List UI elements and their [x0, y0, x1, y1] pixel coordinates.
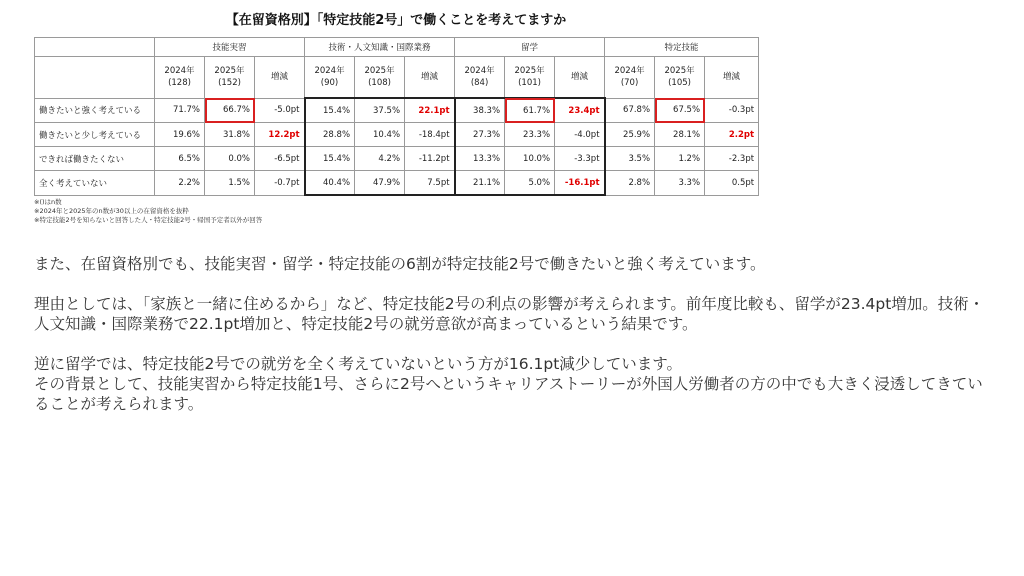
- value-cell: 4.2%: [355, 147, 405, 171]
- value-cell: 67.8%: [605, 98, 655, 123]
- commentary: [34, 254, 994, 414]
- value-cell: 10.0%: [505, 147, 555, 171]
- change-cell-highlight: 12.2pt: [255, 123, 305, 147]
- value-cell: 28.8%: [305, 123, 355, 147]
- group-header: 特定技能: [605, 38, 759, 57]
- value-cell: 5.0%: [505, 171, 555, 196]
- change-cell-highlight: -16.1pt: [555, 171, 605, 196]
- highlighted-value-cell: 66.7%: [205, 98, 255, 123]
- highlighted-value-cell: 67.5%: [655, 98, 705, 123]
- value-cell: 47.9%: [355, 171, 405, 196]
- change-header: 増減: [555, 57, 605, 99]
- row-label: 全く考えていない: [35, 171, 155, 196]
- value-cell: 0.0%: [205, 147, 255, 171]
- change-cell: 0.5pt: [705, 171, 759, 196]
- value-cell: 13.3%: [455, 147, 505, 171]
- value-cell: 37.5%: [355, 98, 405, 123]
- note-line: ※2024年と2025年のn数が30以上の在留資格を抜粋: [34, 207, 189, 215]
- value-cell: 3.5%: [605, 147, 655, 171]
- row-label: 働きたいと強く考えている: [35, 98, 155, 123]
- group-header: 技術・人文知識・国際業務: [305, 38, 455, 57]
- change-cell: -2.3pt: [705, 147, 759, 171]
- row-label: できれば働きたくない: [35, 147, 155, 171]
- change-cell: 7.5pt: [405, 171, 455, 196]
- change-cell: -11.2pt: [405, 147, 455, 171]
- change-cell: -18.4pt: [405, 123, 455, 147]
- year-header: 2024年 (84): [455, 57, 505, 99]
- table-row: [35, 171, 759, 196]
- value-cell: 21.1%: [455, 171, 505, 196]
- table-title: 【在留資格別】「特定技能2号」で働くことを考えてますか: [225, 13, 567, 28]
- paragraph: また、在留資格別でも、技能実習・留学・特定技能の6割が特定技能2号で働きたいと強く考えています。: [34, 255, 766, 273]
- change-cell: -4.0pt: [555, 123, 605, 147]
- year-header: 2024年 (90): [305, 57, 355, 99]
- value-cell: 2.2%: [155, 171, 205, 196]
- value-cell: 2.8%: [605, 171, 655, 196]
- year-header: 2025年 (108): [355, 57, 405, 99]
- highlighted-value-cell: 61.7%: [505, 98, 555, 123]
- value-cell: 15.4%: [305, 98, 355, 123]
- group-header: 技能実習: [155, 38, 305, 57]
- value-cell: 28.1%: [655, 123, 705, 147]
- table-row: [35, 98, 759, 123]
- change-cell-highlight: 23.4pt: [555, 98, 605, 123]
- value-cell: 6.5%: [155, 147, 205, 171]
- value-cell: 10.4%: [355, 123, 405, 147]
- value-cell: 19.6%: [155, 123, 205, 147]
- value-cell: 1.2%: [655, 147, 705, 171]
- change-header: 増減: [255, 57, 305, 99]
- value-cell: 25.9%: [605, 123, 655, 147]
- change-cell: -6.5pt: [255, 147, 305, 171]
- value-cell: 15.4%: [305, 147, 355, 171]
- value-cell: 38.3%: [455, 98, 505, 123]
- paragraph: その背景として、技能実習から特定技能1号、さらに2号へというキャリアストーリーが外国人労働者の方の中でも大きく浸透してきていることが考えられます。: [34, 375, 983, 413]
- change-cell-highlight: 22.1pt: [405, 98, 455, 123]
- group-header: 留学: [455, 38, 605, 57]
- value-cell: 71.7%: [155, 98, 205, 123]
- value-cell: 23.3%: [505, 123, 555, 147]
- change-header: 増減: [405, 57, 455, 99]
- survey-table: [34, 37, 759, 196]
- change-cell-highlight: 2.2pt: [705, 123, 759, 147]
- year-header-row: [35, 57, 759, 99]
- table-row: [35, 123, 759, 147]
- row-label: 働きたいと少し考えている: [35, 123, 155, 147]
- year-header: 2024年 (70): [605, 57, 655, 99]
- corner-cell: [35, 57, 155, 99]
- table-row: [35, 147, 759, 171]
- value-cell: 1.5%: [205, 171, 255, 196]
- change-cell: -3.3pt: [555, 147, 605, 171]
- year-header: 2025年 (101): [505, 57, 555, 99]
- year-header: 2025年 (105): [655, 57, 705, 99]
- group-header-row: [35, 38, 759, 57]
- change-cell: -5.0pt: [255, 98, 305, 123]
- note-line: ※()はn数: [34, 198, 62, 206]
- change-cell: -0.7pt: [255, 171, 305, 196]
- value-cell: 31.8%: [205, 123, 255, 147]
- paragraph: 理由としては、「家族と一緒に住めるから」など、特定技能2号の利点の影響が考えられます。前年度比較も、留学が23.4pt増加。技術・人文知識・国際業務で22.1pt増加と、特定技能2号の就労意欲が高まっているという結果です。: [34, 295, 985, 333]
- value-cell: 40.4%: [305, 171, 355, 196]
- year-header: 2025年 (152): [205, 57, 255, 99]
- note-line: ※特定技能2号を知らないと回答した人・特定技能2号・帰国予定者以外が回答: [34, 216, 263, 224]
- table-notes: [34, 198, 262, 225]
- corner-cell: [35, 38, 155, 57]
- value-cell: 27.3%: [455, 123, 505, 147]
- paragraph: 逆に留学では、特定技能2号での就労を全く考えていないという方が16.1pt減少しています。: [34, 355, 683, 373]
- change-header: 増減: [705, 57, 759, 99]
- value-cell: 3.3%: [655, 171, 705, 196]
- change-cell: -0.3pt: [705, 98, 759, 123]
- year-header: 2024年 (128): [155, 57, 205, 99]
